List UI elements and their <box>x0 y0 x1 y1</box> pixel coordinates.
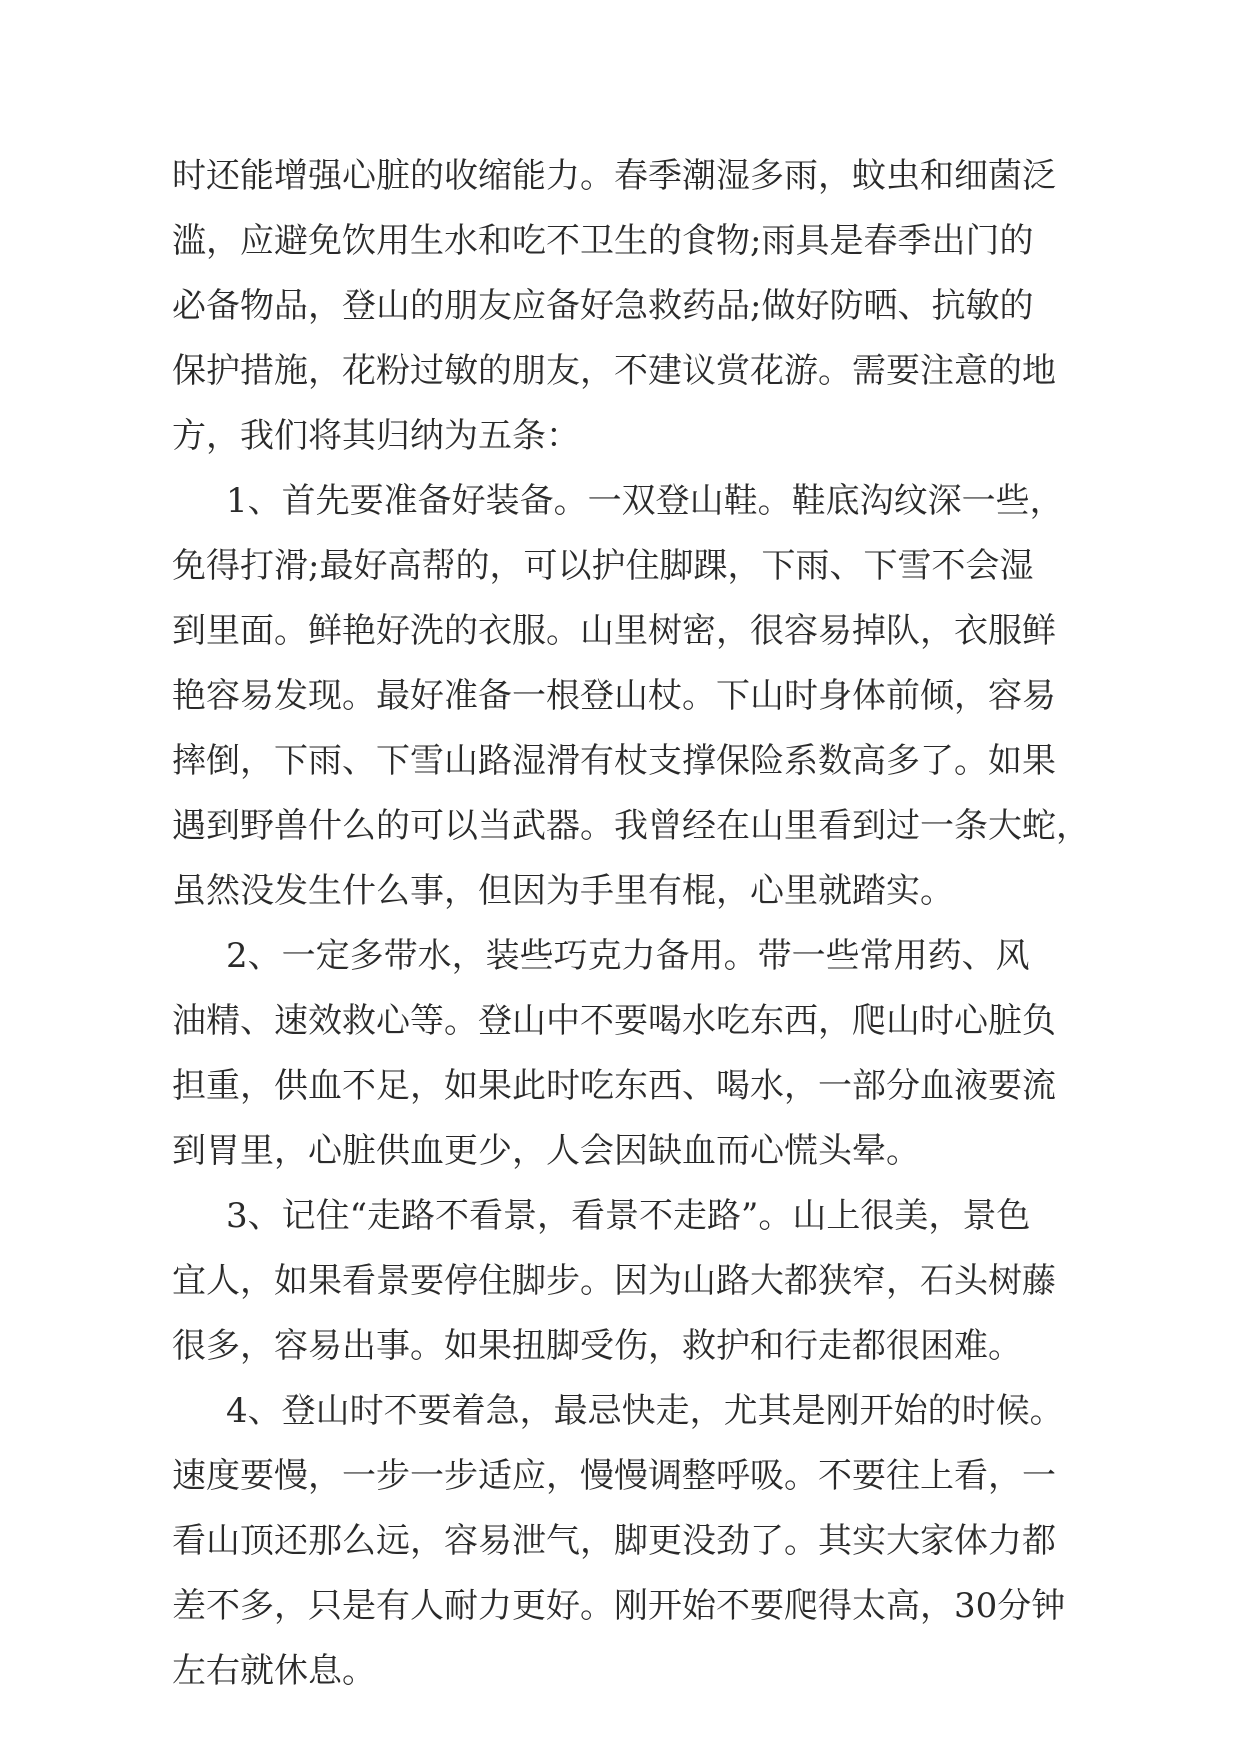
text-line: 摔倒，下雨、下雪山路湿滑有杖支撑保险系数高多了。如果 <box>172 741 1056 781</box>
text-line: 1、首先要准备好装备。一双登山鞋。鞋底沟纹深一些， <box>226 481 1064 521</box>
text-line: 4、登山时不要着急，最忌快走，尤其是刚开始的时候。 <box>226 1391 1064 1431</box>
text-line: 遇到野兽什么的可以当武器。我曾经在山里看到过一条大蛇， <box>172 806 1090 846</box>
text-line: 很多，容易出事。如果扭脚受伤，救护和行走都很困难。 <box>172 1326 1022 1366</box>
text-line: 时还能增强心脏的收缩能力。春季潮湿多雨，蚊虫和细菌泛 <box>172 156 1056 196</box>
text-line: 差不多，只是有人耐力更好。刚开始不要爬得太高，30分钟 <box>172 1586 1066 1626</box>
text-line: 到胃里，心脏供血更少，人会因缺血而心慌头晕。 <box>172 1131 920 1171</box>
text-line: 担重，供血不足，如果此时吃东西、喝水，一部分血液要流 <box>172 1066 1056 1106</box>
text-line: 速度要慢，一步一步适应，慢慢调整呼吸。不要往上看，一 <box>172 1456 1056 1496</box>
text-line: 左右就休息。 <box>172 1651 376 1691</box>
text-line: 滥，应避免饮用生水和吃不卫生的食物;雨具是春季出门的 <box>172 221 1034 261</box>
text-line: 看山顶还那么远，容易泄气，脚更没劲了。其实大家体力都 <box>172 1521 1056 1561</box>
text-line: 免得打滑;最好高帮的，可以护住脚踝，下雨、下雪不会湿 <box>172 546 1034 586</box>
text-line: 必备物品，登山的朋友应备好急救药品;做好防晒、抗敏的 <box>172 286 1034 326</box>
text-line: 2、一定多带水，装些巧克力备用。带一些常用药、风 <box>226 936 1030 976</box>
text-line: 到里面。鲜艳好洗的衣服。山里树密，很容易掉队，衣服鲜 <box>172 611 1056 651</box>
text-line: 保护措施，花粉过敏的朋友，不建议赏花游。需要注意的地 <box>172 351 1056 391</box>
text-line: 艳容易发现。最好准备一根登山杖。下山时身体前倾，容易 <box>172 676 1056 716</box>
text-line: 宜人，如果看景要停住脚步。因为山路大都狭窄，石头树藤 <box>172 1261 1056 1301</box>
text-line: 油精、速效救心等。登山中不要喝水吃东西，爬山时心脏负 <box>172 1001 1056 1041</box>
text-line: 方，我们将其归纳为五条： <box>172 416 580 456</box>
text-line: 虽然没发生什么事，但因为手里有棍，心里就踏实。 <box>172 871 954 911</box>
text-line: 3、记住“走路不看景，看景不走路”。山上很美，景色 <box>226 1196 1031 1236</box>
